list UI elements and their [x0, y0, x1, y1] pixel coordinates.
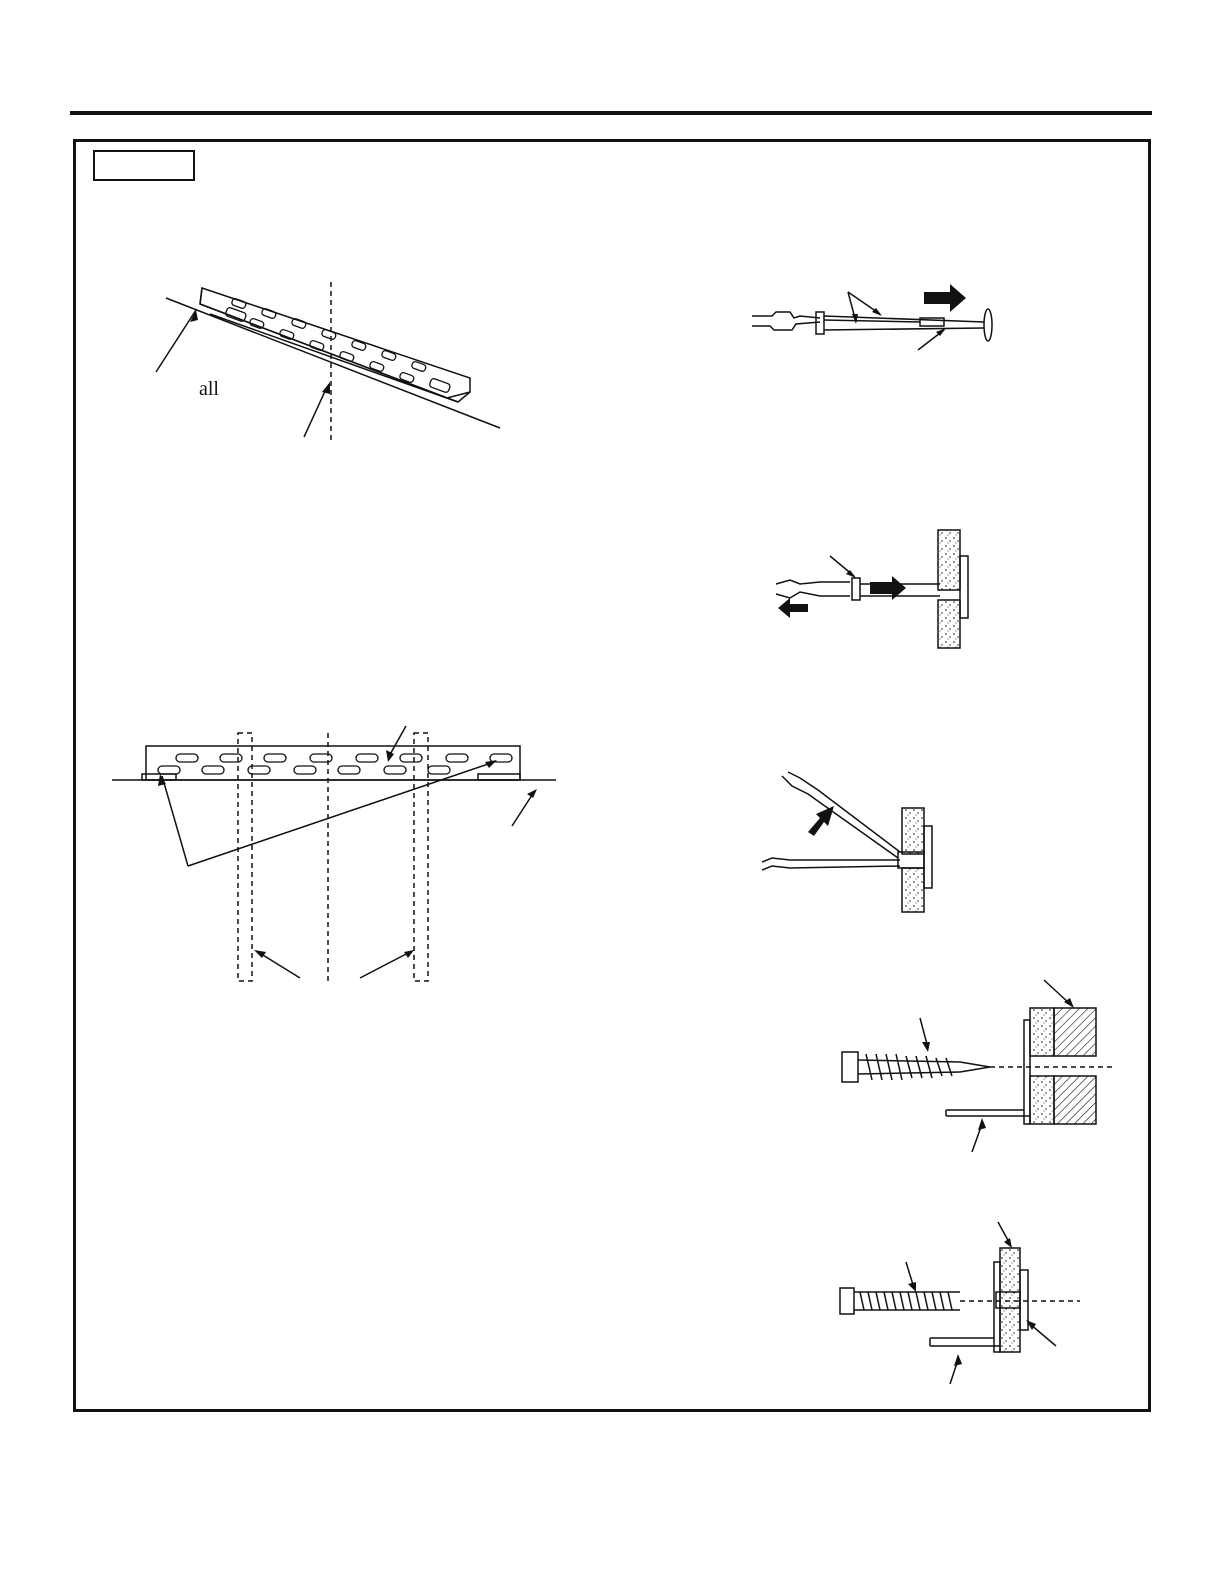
wall-label-fragment: all	[199, 378, 219, 400]
